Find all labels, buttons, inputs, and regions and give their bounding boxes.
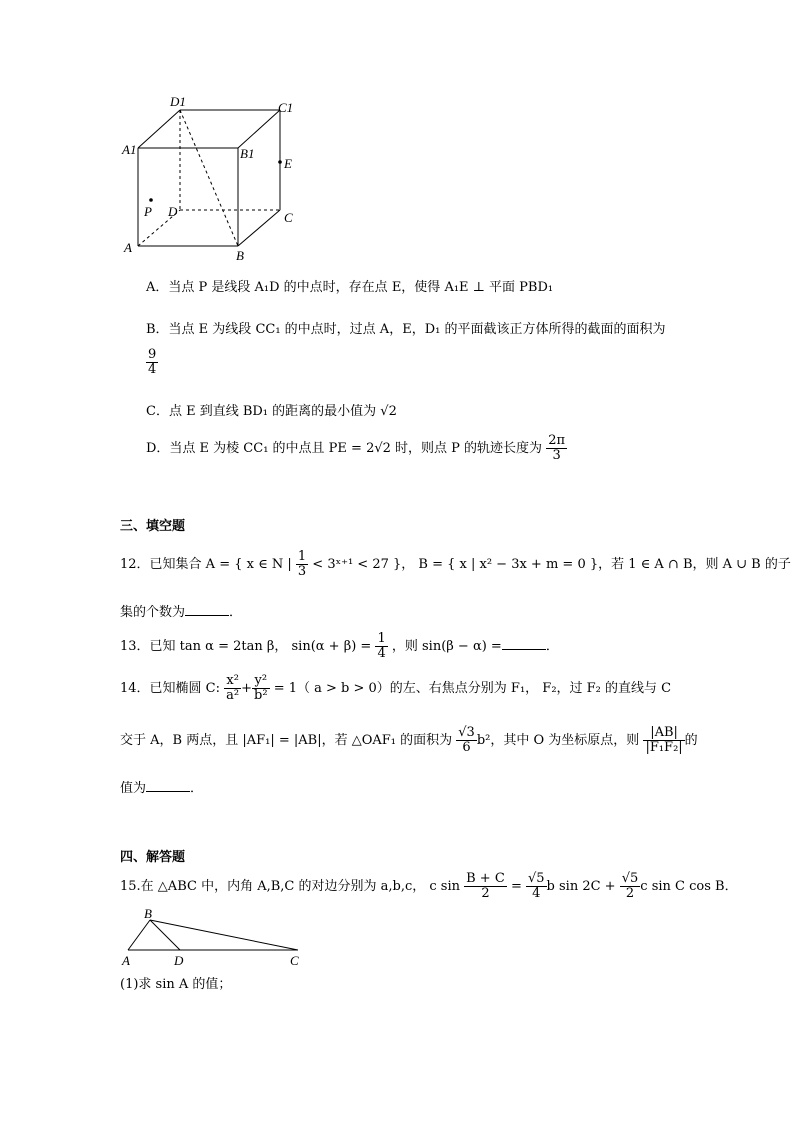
q14-line2 <box>120 726 698 755</box>
label-b: B <box>236 248 244 263</box>
cube-diagram <box>118 90 318 270</box>
q14-end: ． <box>190 781 204 796</box>
q15-f1-den: 2 <box>481 886 490 901</box>
q12-line2 <box>120 603 242 623</box>
label-b1: B1 <box>240 146 255 161</box>
tri-label-d: D <box>174 953 184 968</box>
q14-line2a: 交于 A，B 两点，且 |AF₁| = |AB|，若 △OAF₁ 的面积为 <box>120 733 453 748</box>
q15-f2-num: √5 <box>527 871 545 886</box>
q14-line3 <box>120 779 203 799</box>
label-e: E <box>284 156 292 171</box>
q12-frac-den: 3 <box>297 564 307 579</box>
q14-area-num: √3 <box>458 725 475 740</box>
q15-f3-den: 2 <box>625 886 635 901</box>
q15-f1-num: B + C <box>466 871 505 886</box>
q15-mid: b sin 2C + <box>546 879 616 894</box>
q14-x-num: x² <box>224 674 241 689</box>
q14-line2b: b²，其中 O 为坐标原点，则 <box>476 733 640 748</box>
q15-sub1: (1)求 sin A 的值； <box>120 977 232 992</box>
section-3-title: 三、填空题 <box>120 519 186 534</box>
tri-label-a: A <box>122 953 130 968</box>
q15-f3-num: √5 <box>621 871 639 886</box>
q12-end: ． <box>229 605 243 620</box>
option-c: C．点 E 到直线 BD₁ 的距离的最小值为 √2 <box>146 404 397 419</box>
q13-frac-den: 4 <box>377 646 386 661</box>
option-a: A．当点 P 是线段 A₁D 的中点时，存在点 E，使得 A₁E ⊥ 平面 PBD₁ <box>146 280 554 295</box>
q13-part1: 13．已知 tan α = 2tan β， sin(α + β) = <box>120 639 372 654</box>
q14-ratio-num: |AB| <box>643 726 684 741</box>
option-b: B．当点 E 为线段 CC₁ 的中点时，过点 A，E，D₁ 的平面截该正方体所得的截面的面积为 <box>146 322 666 337</box>
label-d: D <box>168 204 178 219</box>
q13-answer-blank[interactable] <box>502 637 546 650</box>
q14-plus: + <box>241 681 253 696</box>
q15-eq: = <box>510 879 522 894</box>
option-d-text: D．当点 E 为棱 CC₁ 的中点且 PE = 2√2 时，则点 P 的轨迹长度为 <box>146 441 543 456</box>
q14-y-num: y² <box>252 674 270 689</box>
q15-line1 <box>120 872 738 901</box>
label-a1: A1 <box>122 142 137 157</box>
q12-line1 <box>120 550 791 579</box>
section-4-title: 四、解答题 <box>120 850 186 865</box>
q13-part2: ，则 sin(β − α) = <box>391 639 502 654</box>
q12-line2-text: 集的个数为 <box>120 605 186 620</box>
triangle-diagram <box>120 908 340 968</box>
point-p-dot <box>149 198 153 202</box>
q14-line3-text: 值为 <box>120 781 147 796</box>
q12-answer-blank[interactable] <box>185 603 229 616</box>
q15-f2-den: 4 <box>532 886 541 901</box>
q14-area-den: 6 <box>462 740 471 755</box>
q14-line2c: 的 <box>684 733 698 748</box>
option-b-num: 9 <box>148 347 157 362</box>
tri-label-b: B <box>144 908 152 921</box>
tri-label-c: C <box>290 953 299 968</box>
label-a: A <box>124 240 132 255</box>
q12-part1: 12．已知集合 A = { x ∈ N | <box>120 557 292 572</box>
q15-part1: 15.在 △ABC 中，内角 A,B,C 的对边分别为 a,b,c， c sin <box>120 879 460 894</box>
option-d-num: 2π <box>548 433 566 448</box>
option-d <box>146 434 567 463</box>
label-c: C <box>284 210 293 225</box>
q14-part1: 14．已知椭圆 C: <box>120 681 221 696</box>
q13-frac-num: 1 <box>377 631 386 646</box>
q14-answer-blank[interactable] <box>146 779 190 792</box>
point-e-dot <box>278 160 282 164</box>
option-d-den: 3 <box>552 448 561 463</box>
q14-y-den: b² <box>254 688 268 703</box>
q12-part2: < 3ˣ⁺¹ < 27 }， B = { x | x² − 3x + m = 0 }，若 1 ∈ A ∩ B，则 A ∪ B 的子 <box>312 557 791 572</box>
q13-end: ． <box>545 639 559 654</box>
q12-frac-num: 1 <box>297 549 307 564</box>
q14-part2: = 1（ a > b > 0）的左、右焦点分别为 F₁， F₂，过 F₂ 的直线与 C <box>273 681 672 696</box>
q15-tail: c sin C cos B． <box>640 879 738 894</box>
option-b-fraction <box>146 348 158 377</box>
label-c1: C1 <box>278 100 294 115</box>
label-d1: D1 <box>170 94 186 109</box>
q14-x-den: a² <box>226 688 240 703</box>
q13-line <box>120 632 559 661</box>
label-p: P <box>144 204 152 219</box>
option-b-den: 4 <box>148 362 157 377</box>
q14-ratio-den: |F₁F₂| <box>645 740 683 755</box>
q14-line1 <box>120 674 671 703</box>
